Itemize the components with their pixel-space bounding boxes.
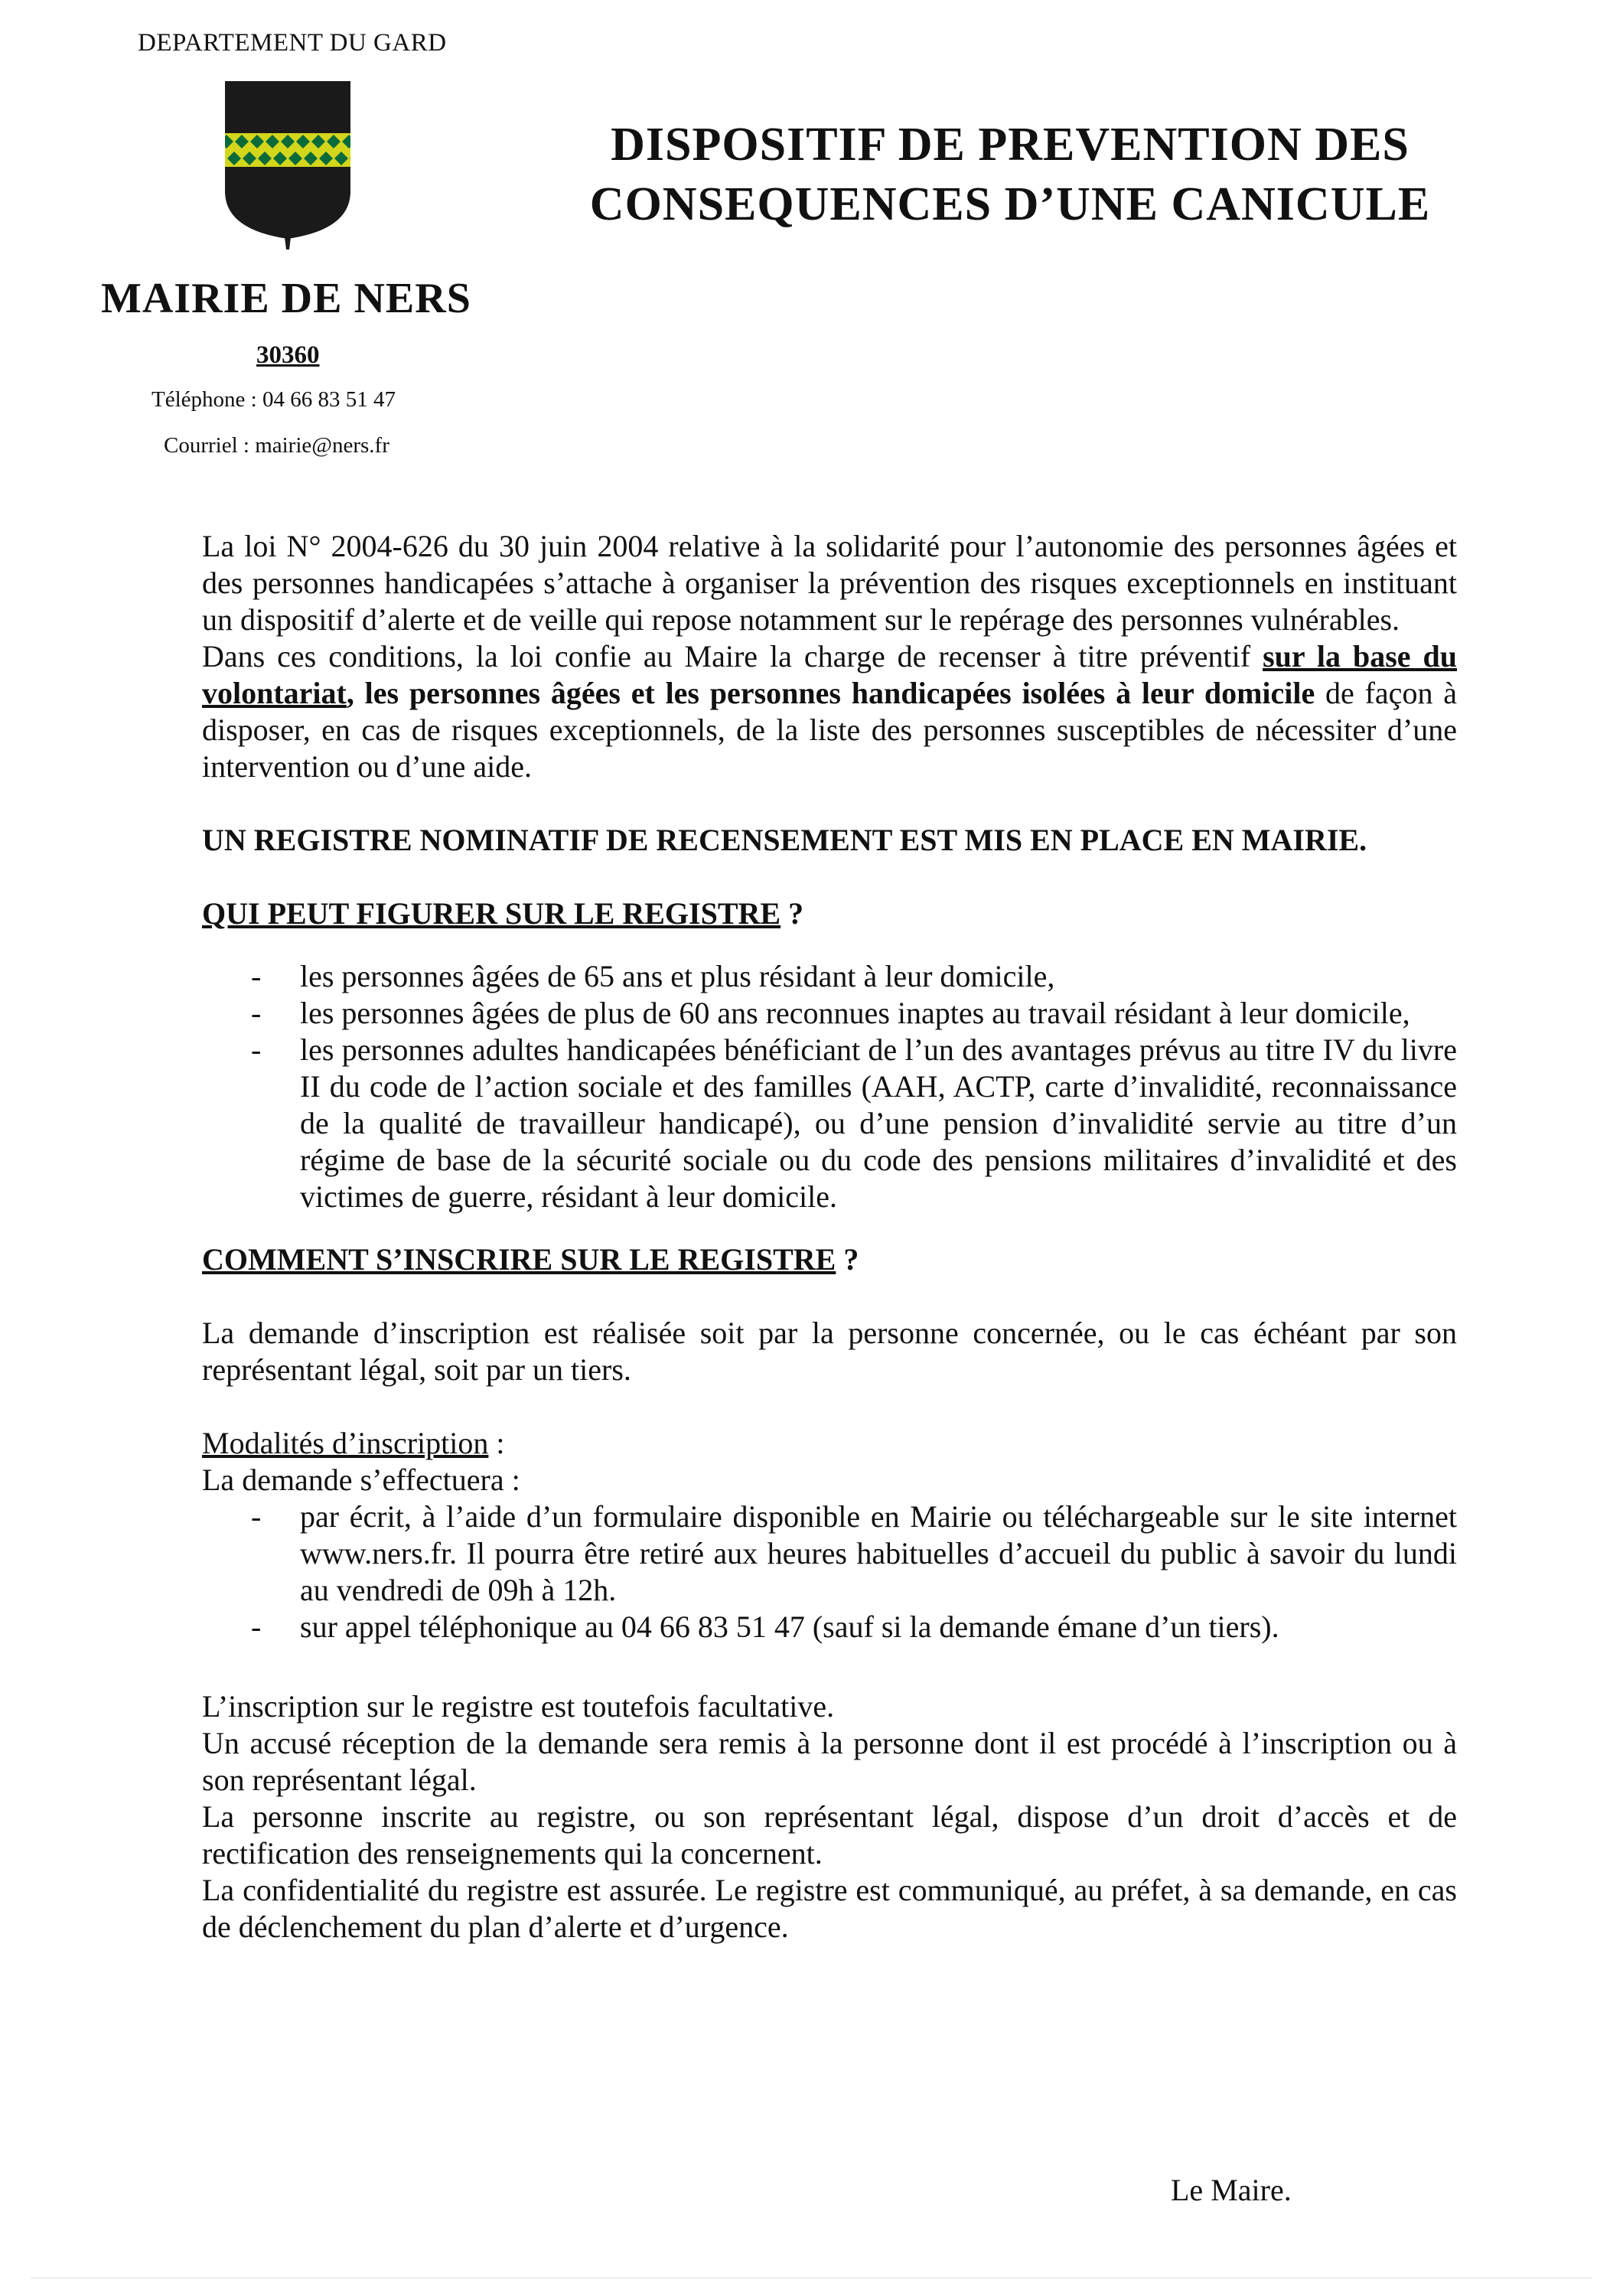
- document-title: [551, 115, 1469, 234]
- demande-line: La demande s’effectuera :: [202, 1463, 520, 1497]
- conditions-paragraph: [202, 638, 1457, 785]
- conditions-text-end: de façon à disposer, en cas de risques exceptionnels, de la liste des personnes susceptibles de nécessiter d’une intervention ou d’une aide.: [202, 676, 1457, 784]
- department-label: DEPARTEMENT DU GARD: [138, 29, 447, 57]
- closing-line: La personne inscrite au registre, ou son représentant légal, dispose d’un droit d’accès et de rectification des renseignements qui la concernent.: [202, 1799, 1457, 1870]
- who-heading-text: QUI PEUT FIGURER SUR LE REGISTRE: [202, 896, 781, 931]
- list-item: - par écrit, à l’aide d’un formulaire disponible en Mairie ou téléchargeable sur le site internet www.ners.fr. Il pourra être retiré aux heures habituelles d’accueil du public à savoir du lundi au vendredi de 09h à 12h.: [300, 1499, 1457, 1609]
- crest-lozenge: [350, 152, 357, 165]
- closing-line: Un accusé réception de la demande sera remis à la personne dont il est procédé à l’inscription ou à son représentant légal.: [202, 1726, 1457, 1797]
- how-heading-suffix: ?: [836, 1242, 859, 1277]
- list-item: - les personnes adultes handicapées bénéficiant de l’un des avantages prévus au titre IV du livre II du code de l’action sociale et des familles (AAH, ACTP, carte d’invalidité, reconnaissance de la qualité de travailleur handicapé), ou d’une pension d’invalidité servie au titre d’un régime de base de la sécurité sociale ou du code des pensions militaires d’invalidité et des victimes de guerre, résidant à leur domicile.: [300, 1032, 1457, 1215]
- closing-line: La confidentialité du registre est assurée. Le registre est communiqué, au préfet, à sa demande, en cas de déclenchement du plan d’alerte et d’urgence.: [202, 1873, 1457, 1944]
- how-heading-text: COMMENT S’INSCRIRE SUR LE REGISTRE: [202, 1242, 836, 1277]
- mairie-name: MAIRIE DE NERS: [101, 275, 471, 322]
- who-list: [202, 958, 1457, 1215]
- demande-list: [202, 1499, 1457, 1645]
- registre-notice: UN REGISTRE NOMINATIF DE RECENSEMENT EST MIS EN PLACE EN MAIRIE.: [202, 823, 1367, 857]
- how-heading: [202, 1241, 1457, 1278]
- how-paragraph: La demande d’inscription est réalisée soit par la personne concernée, ou le cas échéant par son représentant légal, soit par un tiers.: [202, 1316, 1457, 1387]
- list-item: - sur appel téléphonique au 04 66 83 51 47 (sauf si la demande émane d’un tiers).: [300, 1609, 1457, 1645]
- intro-paragraph: La loi N° 2004-626 du 30 juin 2004 relative à la solidarité pour l’autonomie des personnes âgées et des personnes handicapées s’attache à organiser la prévention des risques exceptionnels en instituant un dispositif d’alerte et de veille qui repose notamment sur le repérage des personnes vulnérables.: [202, 529, 1457, 637]
- title-line-2: CONSEQUENCES D’UNE CANICULE: [589, 178, 1431, 230]
- closing-line: L’inscription sur le registre est toutefois facultative.: [202, 1689, 835, 1724]
- telephone-line: Téléphone : 04 66 83 51 47: [152, 387, 396, 412]
- postal-code: 30360: [256, 341, 320, 369]
- volontariat-emphasis: sur la base du volontariat: [202, 639, 1458, 710]
- who-heading-suffix: ?: [781, 896, 804, 931]
- coat-of-arms-logo: [219, 77, 357, 253]
- title-line-1: DISPOSITIF DE PREVENTION DES: [611, 119, 1410, 171]
- who-heading: [202, 895, 1457, 932]
- modalites-line: [202, 1425, 1457, 1462]
- conditions-text-start: Dans ces conditions, la loi confie au Maire la charge de recenser à titre préventif: [202, 639, 1263, 673]
- list-item: - les personnes âgées de 65 ans et plus résidant à leur domicile,: [300, 958, 1457, 995]
- document-body: [202, 528, 1457, 1945]
- modalites-suffix: :: [488, 1426, 505, 1460]
- isolated-persons-emphasis: , les personnes âgées et les personnes handicapées isolées à leur domicile: [346, 676, 1315, 710]
- email-line: Courriel : mairie@ners.fr: [164, 433, 389, 458]
- list-item: - les personnes âgées de plus de 60 ans reconnues inaptes au travail résidant à leur domicile,: [300, 995, 1457, 1032]
- modalites-label: Modalités d’inscription: [202, 1426, 489, 1460]
- signature: Le Maire.: [1171, 2173, 1292, 2207]
